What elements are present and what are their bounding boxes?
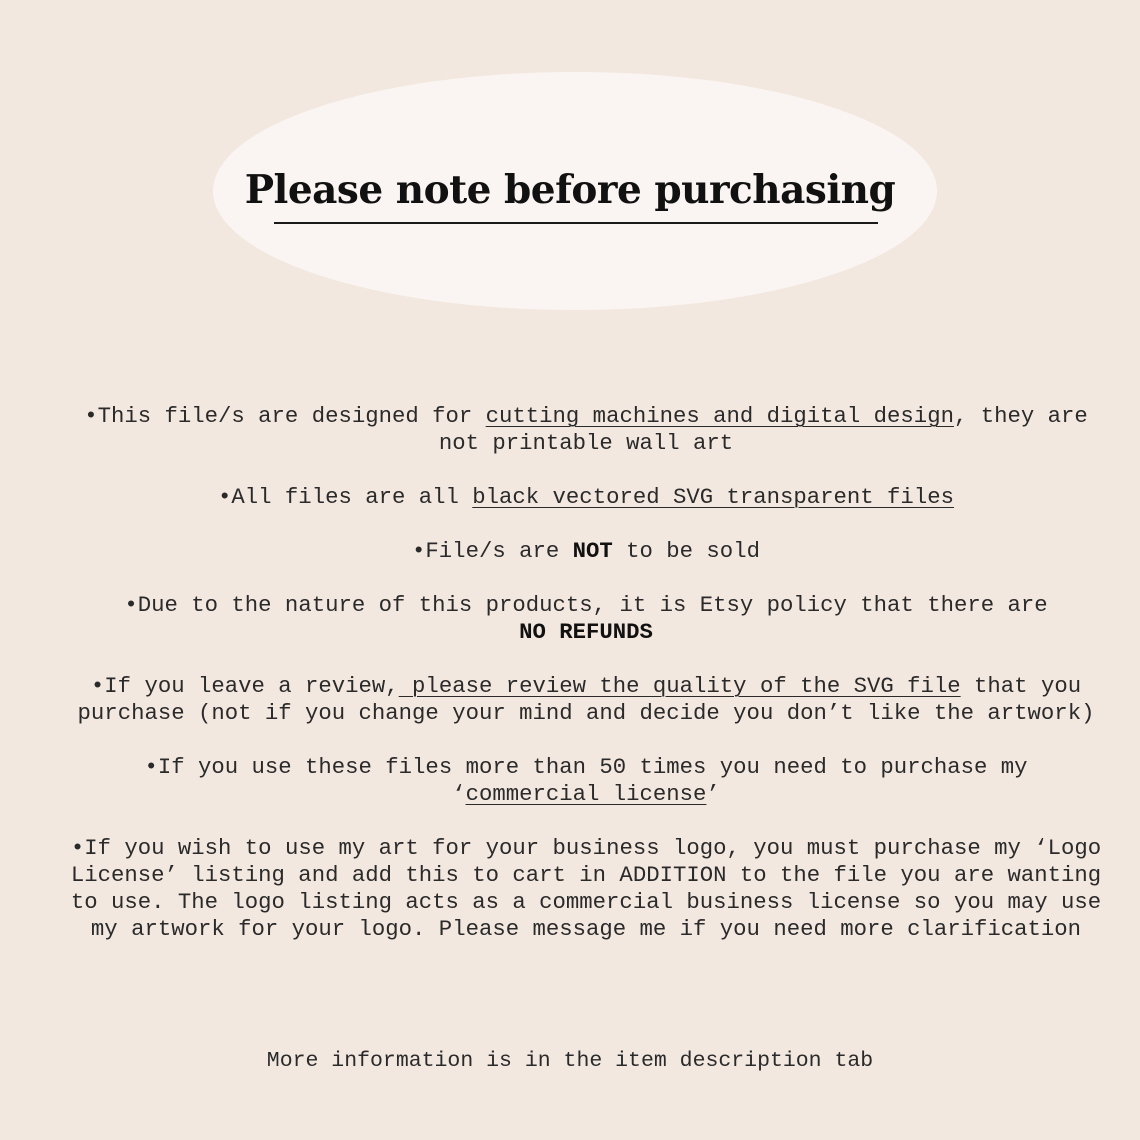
note-text: to be sold [612, 538, 760, 564]
bullet: • [70, 835, 85, 861]
note-highlight: black vectored SVG transparent files [472, 484, 954, 510]
note-cutting-machines [70, 403, 1102, 457]
bullet: • [90, 673, 105, 699]
note-text: If you wish to use my art for your business logo, you must purchase my ‘Logo License’ listing and add this to cart in ADDITION to the file you are wanting to use. The logo listing acts as a commercial business license so you may use my artwork for your logo. Please message me if you need more clarification [70, 835, 1102, 942]
note-text: All files are all [231, 484, 473, 510]
note-file-format [70, 484, 1102, 511]
title-underline-rule [274, 222, 878, 224]
bullet: • [144, 754, 158, 780]
footer-info: More information is in the item description tab [266, 1049, 874, 1073]
note-no-refunds [70, 592, 1102, 646]
note-text: , they are not printable wall art [438, 403, 1088, 456]
note-text: that you purchase (not if you change your mind and decide you don’t like the artwork) [77, 673, 1095, 726]
note-text: Due to the nature of this products, it is Etsy policy that there are [137, 592, 1048, 618]
note-text: This file/s are designed for [97, 403, 486, 429]
note-commercial-license [70, 754, 1102, 808]
note-highlight: commercial license [465, 781, 707, 807]
bullet: • [84, 403, 98, 429]
bullet: • [124, 592, 138, 618]
note-text: File/s are [425, 538, 573, 564]
note-not-for-resale [70, 538, 1102, 565]
note-logo-license [70, 835, 1102, 943]
bullet: • [412, 538, 426, 564]
note-highlight: cutting machines and digital design [485, 403, 954, 429]
page-title: Please note before purchasing [244, 167, 896, 213]
notes-list [70, 403, 1102, 970]
note-text: If you leave a review, [104, 673, 399, 699]
note-text: ’ [706, 781, 720, 807]
note-emphasis: NOT [572, 538, 613, 564]
bullet: • [218, 484, 232, 510]
note-text: If you use these files more than 50 times you need to purchase my ‘ [157, 754, 1028, 807]
note-reviews [70, 673, 1102, 727]
note-highlight: please review the quality of the SVG file [398, 673, 961, 699]
note-emphasis: NO REFUNDS [519, 619, 653, 645]
